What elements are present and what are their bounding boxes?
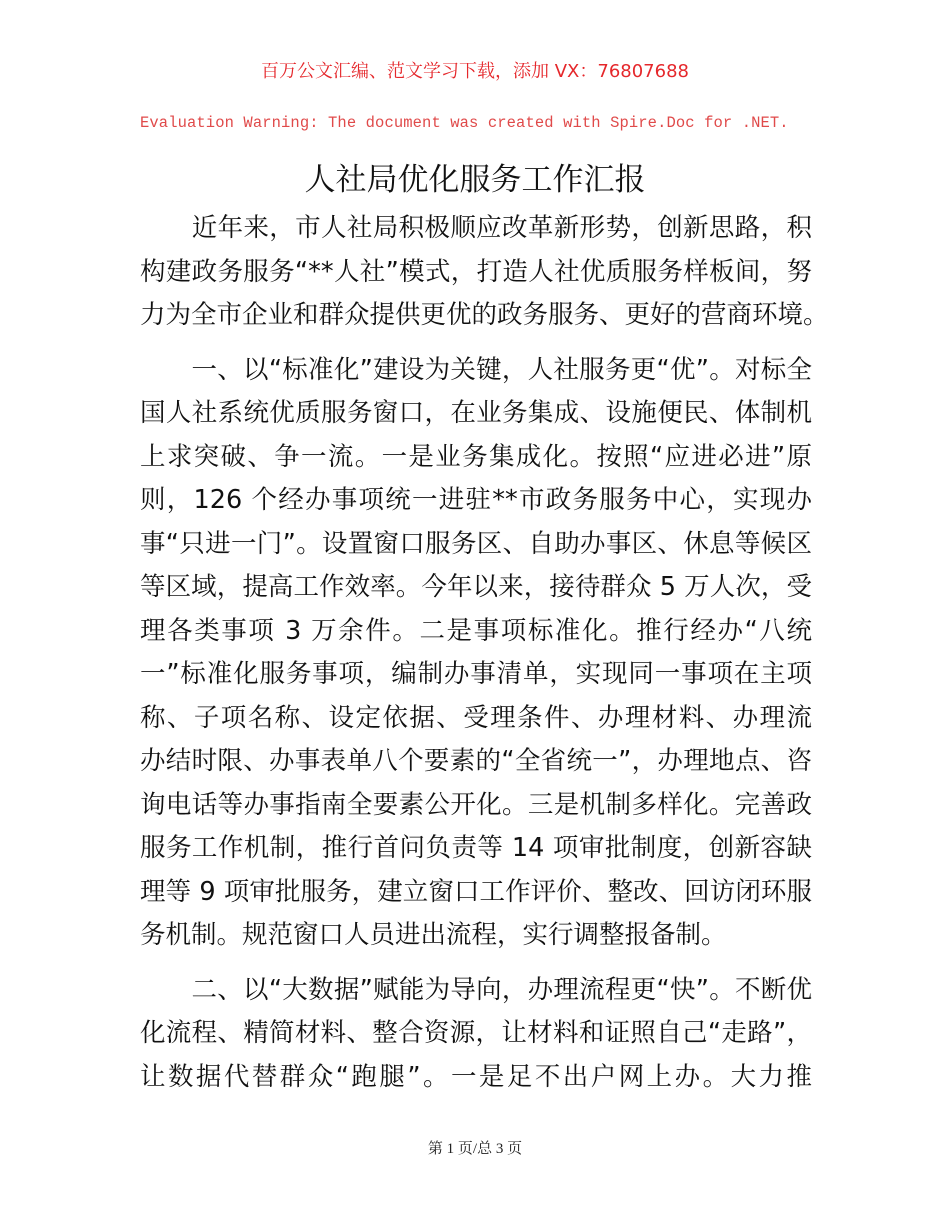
text-line: 一、以“标准化”建设为关键，人社服务更“优”。对标全 [140,354,812,385]
text-line: 务机制。规范窗口人员进出流程，实行调整报备制。 [140,920,727,950]
text-line: 事“只进一门”。设置窗口服务区、自助办事区、休息等候区 [140,528,812,559]
text-line: 询电话等办事指南全要素公开化。三是机制多样化。完善政 [140,789,812,820]
text-line: 让数据代替群众“跑腿”。一是足不出户网上办。大力推 [140,1061,812,1092]
document-title: 人社局优化服务工作汇报 [304,162,646,198]
evaluation-warning: Evaluation Warning: The document was created with Spire.Doc for .NET. [140,114,789,132]
text-line: 国人社系统优质服务窗口，在业务集成、设施便民、体制机 [140,398,812,428]
page-footer: 第 1 页/总 3 页 [427,1141,523,1157]
text-line: 称、子项名称、设定依据、受理条件、办理材料、办理流 [140,702,812,733]
text-line: 理各类事项 3 万余件。二是事项标准化。推行经办“八统 [140,615,812,646]
document-body [140,207,829,1110]
text-line: 二、以“大数据”赋能为导向，办理流程更“快”。不断优 [140,974,812,1005]
text-line: 构建政务服务“**人社”模式，打造人社优质服务样板间，努 [140,256,812,287]
text-line: 等区域，提高工作效率。今年以来，接待群众 5 万人次，受 [140,572,812,602]
text-line: 服务工作机制，推行首问负责等 14 项审批制度，创新容缺 [140,833,812,863]
text-line: 则，126 个经办事项统一进驻**市政务服务中心，实现办 [140,485,812,515]
text-line: 近年来，市人社局积极顺应改革新形势，创新思路，积 [191,213,812,243]
text-line: 上求突破、争一流。一是业务集成化。按照“应进必进”原 [140,441,812,472]
text-line: 理等 9 项审批服务，建立窗口工作评价、整改、回访闭环服 [140,876,812,907]
text-line: 一”标准化服务事项，编制办事清单，实现同一事项在主项 [140,659,812,689]
text-line: 力为全市企业和群众提供更优的政务服务、更好的营商环境。 [140,300,829,330]
download-banner: 百万公文汇编、范文学习下载，添加 VX：76807688 [261,61,689,82]
paragraph [140,969,812,1100]
paragraph [140,349,812,958]
text-line: 化流程、精简材料、整合资源，让材料和证照自己“走路”， [140,1018,812,1048]
text-line: 办结时限、办事表单八个要素的“全省统一”，办理地点、咨 [140,746,812,776]
paragraph [140,207,829,338]
